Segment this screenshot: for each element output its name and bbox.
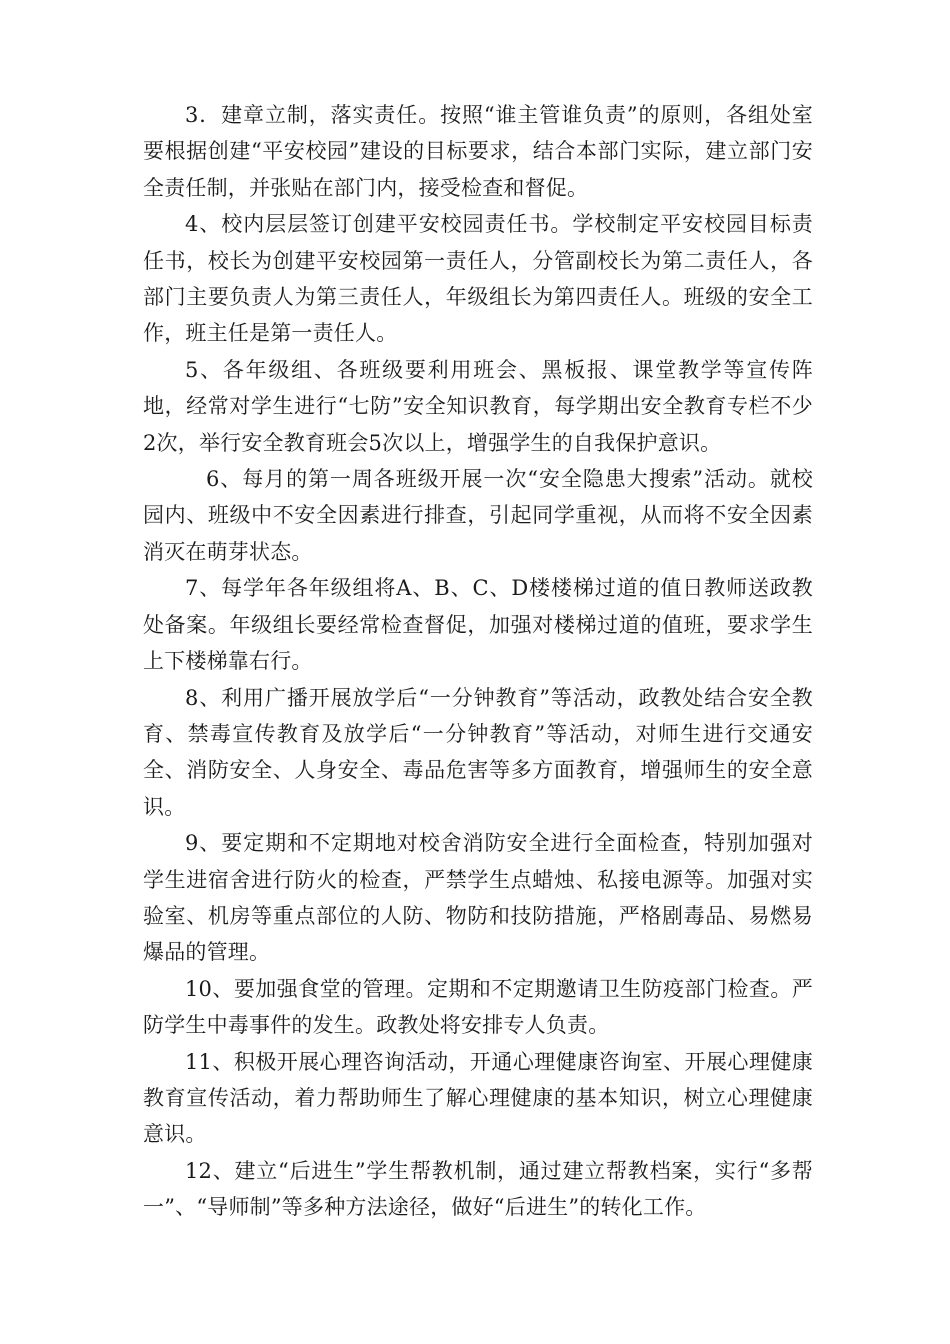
paragraph-3: 3．建章立制，落实责任。按照“谁主管谁负责”的原则，各组处室要根据创建“平安校园”建设的目标要求，结合本部门实际，建立部门安全责任制，并张贴在部门内，接受检查和督促。 xyxy=(143,103,813,200)
paragraph-7: 7、每学年各年级组将A、B、C、D楼楼梯过道的值日教师送政教处备案。年级组长要经常检查督促，加强对楼梯过道的值班，要求学生上下楼梯靠右行。 xyxy=(143,576,813,674)
paragraph-5: 5、各年级组、各班级要利用班会、黑板报、课堂教学等宣传阵地，经常对学生进行“七防”安全知识教育，每学期出安全教育专栏不少2次，举行安全教育班会5次以上，增强学生的自我保护意识。 xyxy=(143,357,813,455)
paragraph-9: 9、要定期和不定期地对校舍消防安全进行全面检查，特别加强对学生进宿舍进行防火的检查，严禁学生点蜡烛、私接电源等。加强对实验室、机房等重点部位的人防、物防和技防措施，严格剧毒品、易燃易爆品的管理。 xyxy=(143,831,813,965)
document-body xyxy=(143,97,813,1226)
paragraph-12: 12、建立“后进生”学生帮教机制，通过建立帮教档案，实行“多帮一”、“导师制”等多种方法途径，做好“后进生”的转化工作。 xyxy=(143,1158,813,1220)
paragraph-6: 6、每月的第一周各班级开展一次“安全隐患大搜索”活动。就校园内、班级中不安全因素进行排查，引起同学重视，从而将不安全因素消灭在萌芽状态。 xyxy=(143,467,813,564)
paragraph-10: 10、要加强食堂的管理。定期和不定期邀请卫生防疫部门检查。严防学生中毒事件的发生。政教处将安排专人负责。 xyxy=(143,976,813,1038)
paragraph-8: 8、利用广播开展放学后“一分钟教育”等活动，政教处结合安全教育、禁毒宣传教育及放学后“一分钟教育”等活动，对师生进行交通安全、消防安全、人身安全、毒品危害等多方面教育，增强师生的安全意识。 xyxy=(143,685,813,819)
paragraph-4: 4、校内层层签订创建平安校园责任书。学校制定平安校园目标责任书，校长为创建平安校园第一责任人，分管副校长为第二责任人，各部门主要负责人为第三责任人，年级组长为第四责任人。班级的安全工作，班主任是第一责任人。 xyxy=(143,212,813,346)
paragraph-11: 11、积极开展心理咨询活动，开通心理健康咨询室、开展心理健康教育宣传活动，着力帮助师生了解心理健康的基本知识，树立心理健康意识。 xyxy=(143,1049,813,1147)
